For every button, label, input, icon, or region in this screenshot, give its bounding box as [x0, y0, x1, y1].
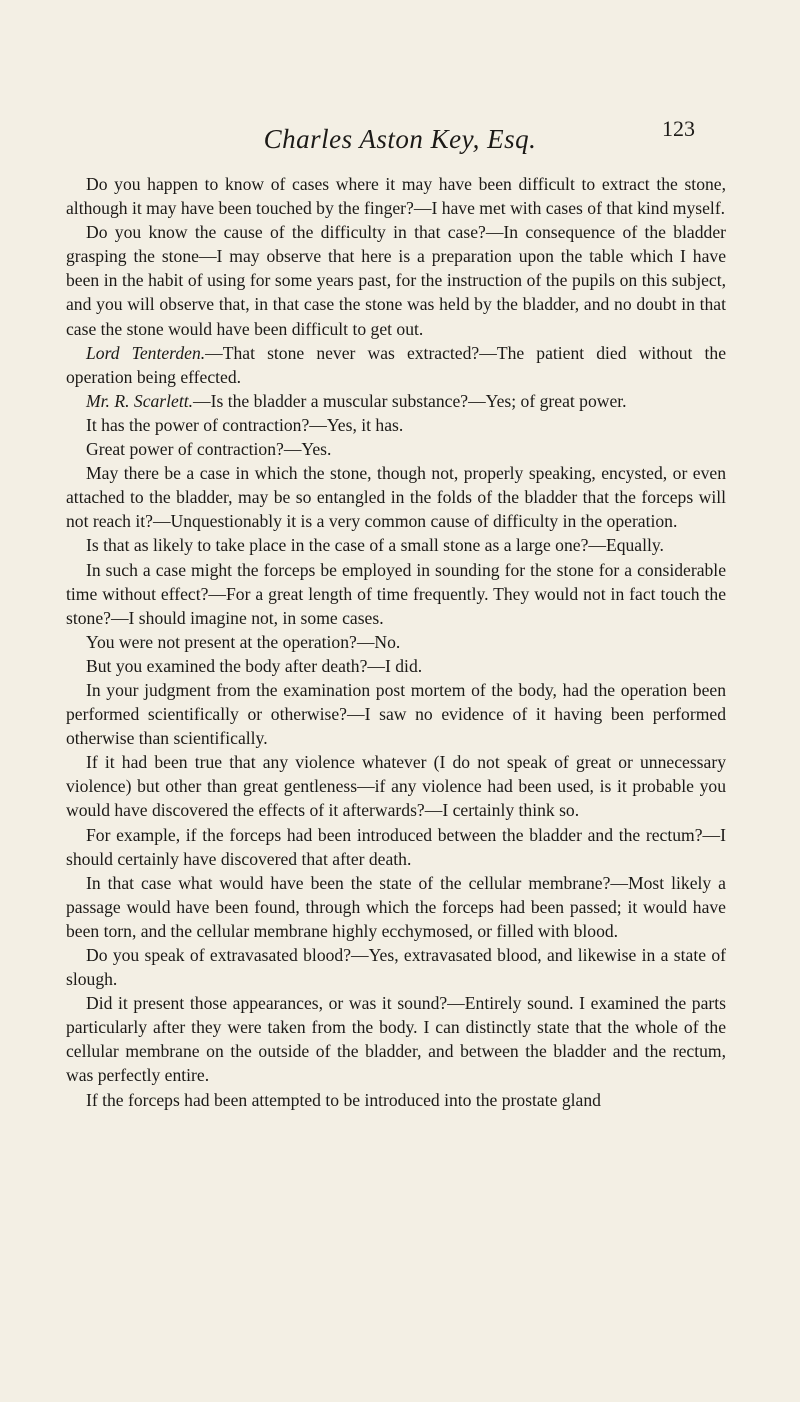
page-number: 123 [662, 116, 695, 141]
running-title: Charles Aston Key, Esq. [263, 124, 537, 154]
paragraph: It has the power of contraction?—Yes, it has. [86, 414, 404, 435]
paragraph: Do you know the cause of the difficulty in that case?—In consequence of the bladder grasping the stone—I may observe that here is a preparation upon the table which I have been in the habit of using for some years past, for the instruction of the pupils on this subject, and you will observe that, in that case the stone was held by the bladder, and no doubt in that case the stone would have been difficult to get out. [66, 222, 726, 339]
paragraph: In such a case might the forceps be employed in sounding for the stone for a considerable time without effect?—For a great length of time frequently. They would not in fact touch the stone?—I should imagine not, in some cases. [66, 559, 726, 628]
paragraph: You were not present at the operation?—No. [86, 631, 401, 652]
testimony-text [66, 172, 726, 1112]
speaker-name: Lord Tenterden. [86, 342, 206, 363]
paragraph: For example, if the forceps had been introduced between the bladder and the rectum?—I should certainly have discovered that after death. [66, 824, 726, 869]
paragraph: Do you speak of extravasated blood?—Yes, extravasated blood, and likewise in a state of slough. [66, 945, 726, 990]
paragraph: In your judgment from the examination post mortem of the body, had the operation been performed scientifically or otherwise?—I saw no evidence of it having been performed otherwise than scientifically. [66, 679, 726, 749]
paragraph: Great power of contraction?—Yes. [86, 439, 332, 460]
paragraph: Is that as likely to take place in the case of a small stone as a large one?—Equally. [86, 535, 664, 556]
paragraph: Mr. R. Scarlett.—Is the bladder a muscular substance?—Yes; of great power. [86, 390, 627, 411]
paragraph: Did it present those appearances, or was it sound?—Entirely sound. I examined the parts particularly after they were taken from the body. I can distinctly state that the whole of the cellular membrane on the outside of the bladder, and between the bladder and the rectum, was perfectly entire. [66, 993, 726, 1086]
running-head [0, 116, 800, 164]
paragraph: If it had been true that any violence whatever (I do not speak of great or unnecessary violence) but other than great gentleness—if any violence had been used, is it probable you would have discovered the effects of it afterwards?—I certainly think so. [66, 752, 726, 821]
paragraph: In that case what would have been the state of the cellular membrane?—Most likely a passage would have been found, through which the forceps had been passed; it would have been torn, and the cellular membrane highly ecchymosed, or filled with blood. [66, 872, 726, 941]
paragraph: Do you happen to know of cases where it may have been difficult to extract the stone, although it may have been touched by the finger?—I have met with cases of that kind myself. [66, 174, 726, 219]
paragraph: Lord Tenterden.—That stone never was extracted?—The patient died without the operation being effected. [66, 342, 726, 387]
paragraph: May there be a case in which the stone, though not, properly speaking, encysted, or even attached to the bladder, may be so entangled in the folds of the bladder that the forceps will not reach it?—Unquestionably it is a very common cause of difficulty in the operation. [66, 463, 726, 532]
paragraph: If the forceps had been attempted to be introduced into the prostate gland [86, 1089, 601, 1110]
paragraph: But you examined the body after death?—I did. [86, 655, 423, 676]
speaker-name: Mr. R. Scarlett. [86, 390, 194, 411]
